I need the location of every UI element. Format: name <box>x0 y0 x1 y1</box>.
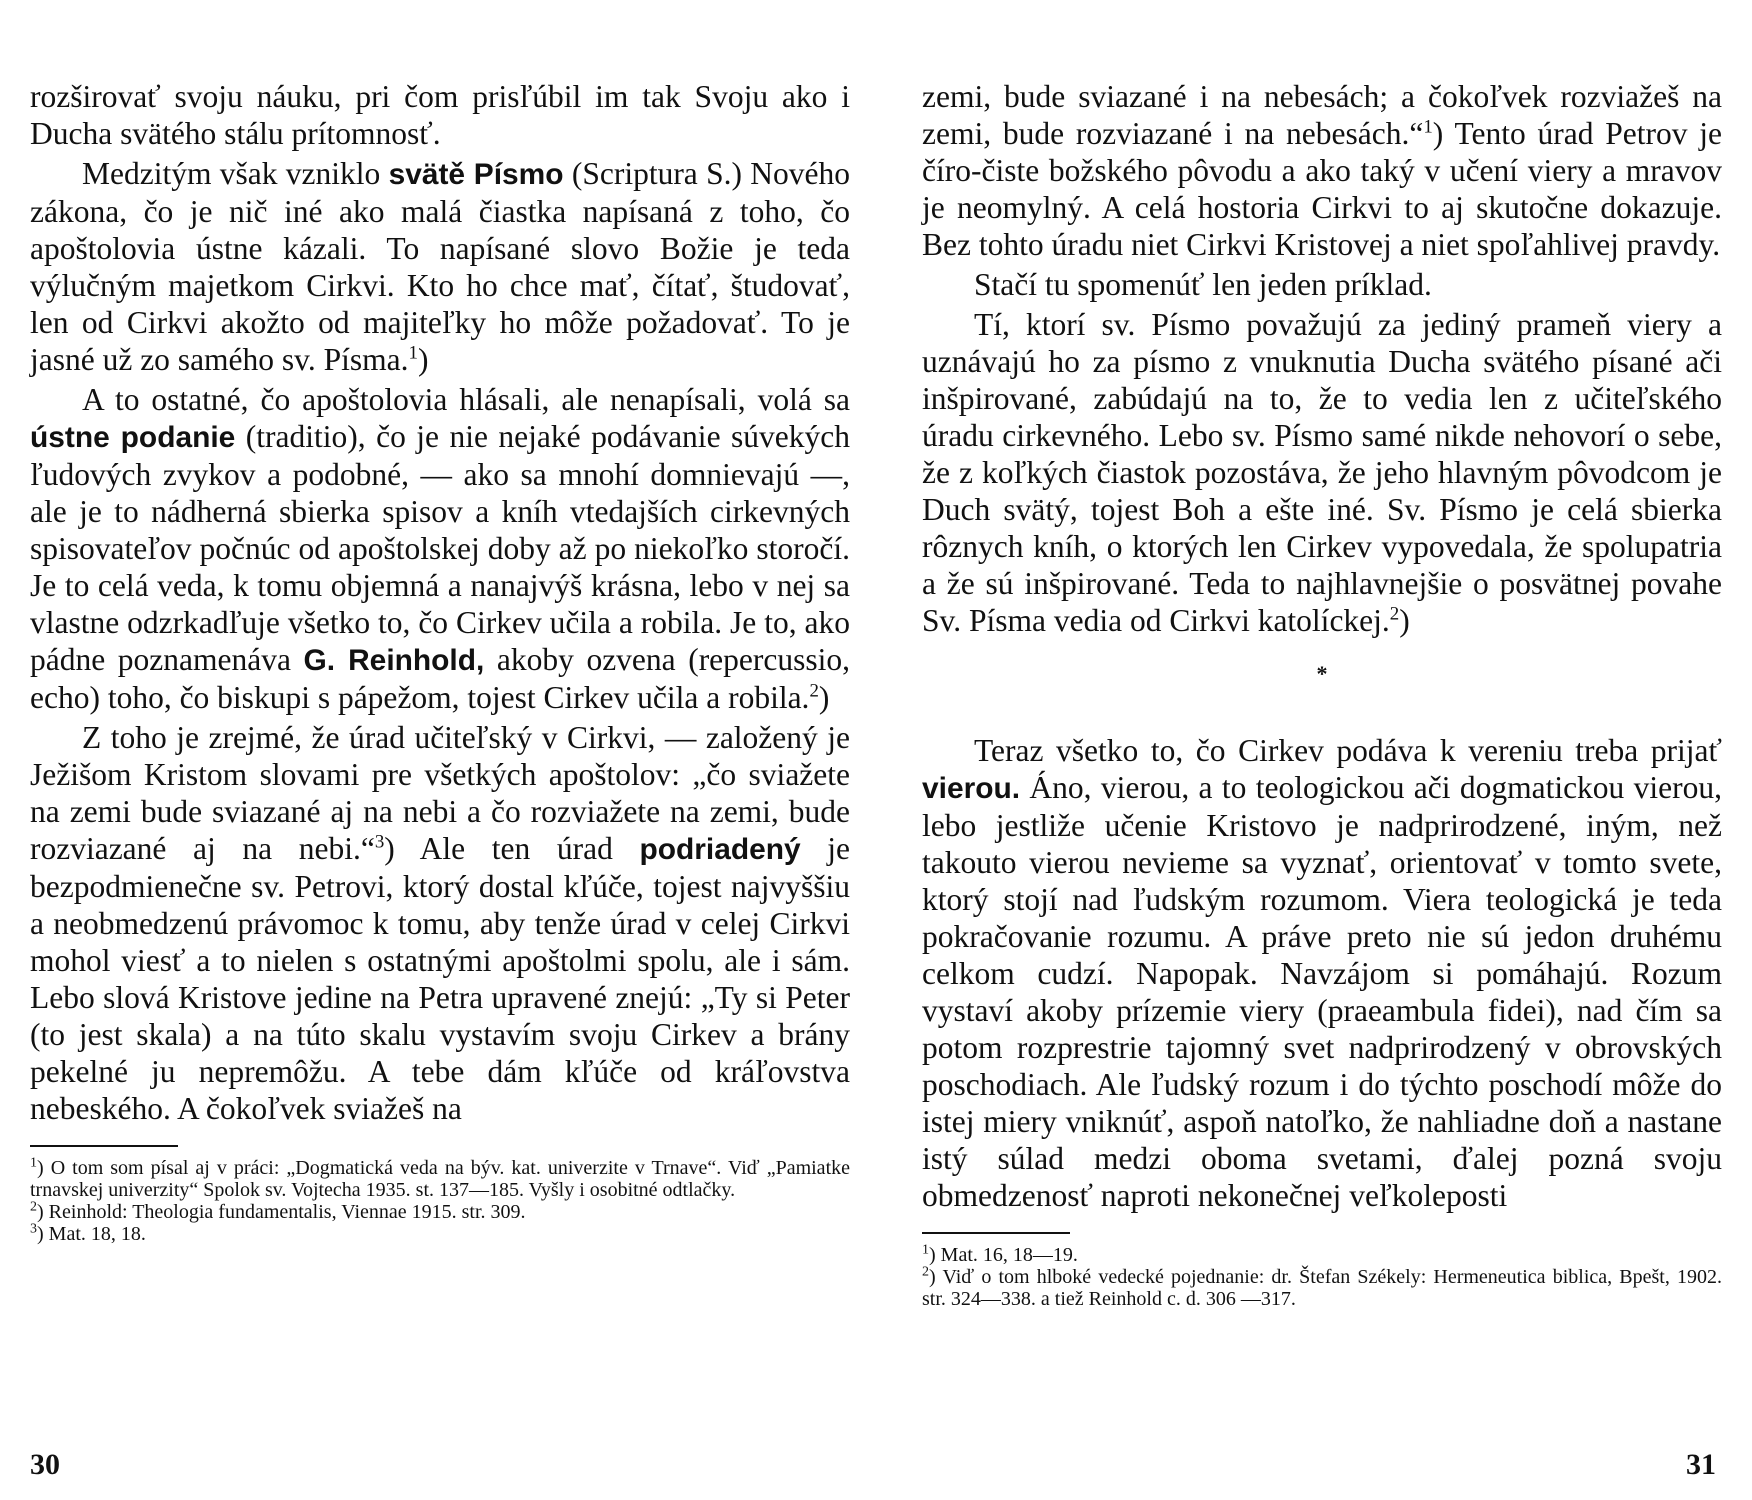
paragraph: Stačí tu spomenúť len jeden príklad. <box>974 267 1432 302</box>
paragraph: A to ostatné, čo apoštolovia hlásali, ale nenapísali, volá sa ústne podanie (traditio), čo je nie nejaké podávanie súvekých ľudových zvykov a podobné, — ako sa mnohí domnievajú —, ale je to nádherná sbierka spisov a kníh vtedajších cirkevných spisovateľov počnúc od apoštolskej doby až po niekoľko storočí. Je to celá veda, k tomu objemná a nanajvýš krásna, lebo v nej sa vlastne odzrkadľuje všetko to, čo Cirkev učila a robila. Je to, ako pádne poznamenáva G. Reinhold, akoby ozvena (repercussio, echo) toho, čo biskupi s pápežom, tojest Cirkev učila a robila.$^2$) <box>30 382 851 715</box>
emphasis: G. Reinhold, <box>303 644 485 677</box>
footnote: $^2$) Viď o tom hlboké vedecké pojednanie: dr. Štefan Székely: Hermeneutica biblica, Bpešt, 1902. str. 324—338. a tiež Reinhold c. d. 306 —317. <box>922 1264 1722 1310</box>
footnote-reference: 2 <box>1389 603 1400 625</box>
footnote-reference: 2 <box>809 680 819 702</box>
left-page <box>30 78 850 1245</box>
footnote-mark: 1 <box>922 1242 929 1258</box>
emphasis: ústne podanie <box>30 421 236 454</box>
footnote-text: Mat. 18, 18. <box>48 1223 146 1245</box>
right-footnotes <box>922 1244 1722 1310</box>
footnote: $^2$) Reinhold: Theologia fundamentalis, Viennae 1915. str. 309. <box>30 1199 526 1223</box>
footnote: $^3$) Mat. 18, 18. <box>30 1221 146 1245</box>
paragraph: Tí, ktorí sv. Písmo považujú za jediný prameň viery a uznávajú ho za písmo z vnuknutia Ducha svätého písané ači inšpirované, zabúdajú na to, že to vedia len z učiteľského úradu cirkevného. Lebo sv. Písmo samé nikde nehovorí o sebe, že z koľkých čiastok pozostáva, že jeho hlavným pôvodcom je Duch svätý, tojest Boh a ešte iné. Sv. Písmo je celá sbierka rôznych kníh, o ktorých len Cirkev vypovedala, že spolupatria a že sú inšpirované. Teda to najhlavnejšie o posvätnej povahe Sv. Písma vedia od Cirkvi katolíckej.$^2$) <box>922 307 1722 638</box>
footnote-divider <box>30 1145 178 1147</box>
footnote-mark: 3 <box>30 1221 37 1237</box>
paragraph: zemi, bude sviazané i na nebesách; a čokoľvek rozviažeš na zemi, bude rozviazané i na nebesách.“$^1$) Tento úrad Petrov je číro-čiste božského pôvodu a ako taký v učení viery a mravov je neomylný. A celá hostoria Cirkvi to aj skutočne dokazuje. Bez tohto úradu niet Cirkvi Kristovej a niet spoľahlivej pravdy. <box>922 79 1722 262</box>
footnote: $^1$) Mat. 16, 18—19. <box>922 1242 1078 1266</box>
page-number-right: 31 <box>1686 1448 1716 1481</box>
paragraph: Teraz všetko to, čo Cirkev podáva k vereniu treba prijať vierou. Áno, vierou, a to teologickou ači dogmatickou vierou, lebo jestliže učenie Kristovo je nadprirodzené, iným, než takouto vierou nevieme sa vyznať, orientovať v tomto svete, ktorý stojí nad ľudským rozumom. Viera teologická je teda pokračovanie rozumu. A práve preto nie sú jedon druhému celkom cudzí. Napopak. Navzájom si pomáhajú. Rozum vystaví akoby prízemie viery (praeambula fidei), nad čím sa potom rozprestrie tajomný svet nadprirodzený v obrovských poschodiach. Ale ľudský rozum i do týchto poschodí môže do istej miery vniknúť, aspoň natoľko, že nahliadne doň a nastane istý súlad medzi oboma svetami, ďalej pozná svoju obmedzenosť naproti nekonečnej veľkoleposti <box>922 733 1722 1213</box>
footnote-text: Mat. 16, 18—19. <box>940 1244 1078 1266</box>
right-body-text <box>922 78 1722 1214</box>
footnote-mark: 1 <box>30 1155 37 1171</box>
paragraph: Medzitým však vzniklo svätě Písmo (Scriptura S.) Nového zákona, čo je nič iné ako malá čiastka napísaná z toho, čo apoštolovia ústne kázali. To napísané slovo Božie je teda výlučným majetkom Cirkvi. Kto ho chce mať, čítať, študovať, len od Cirkvi akožto od majiteľky ho môže požadovať. To je jasné už zo samého sv. Písma.$^1$) <box>30 156 850 377</box>
emphasis: svätě Písmo <box>388 158 564 191</box>
footnote-text: O tom som písal aj v práci: „Dogmatická veda na býv. kat. univerzite v Trnave“. Viď „Pamiatke trnavskej univerzity“ Spolok sv. Vojtecha 1935. st. 137—185. Vyšly i osobitné odtlačky. <box>30 1157 850 1201</box>
left-body-text <box>30 78 850 1127</box>
footnote-reference: 1 <box>1423 116 1433 138</box>
footnote: $^1$) O tom som písal aj v práci: „Dogmatická veda na býv. kat. univerzite v Trnave“. Viď „Pamiatke trnavskej univerzity“ Spolok sv. Vojtecha 1935. st. 137—185. Vyšly i osobitné odtlačky. <box>30 1155 850 1201</box>
right-page <box>922 78 1722 1310</box>
footnote-reference: 3 <box>374 831 385 853</box>
footnote-mark: 2 <box>30 1199 37 1215</box>
footnote-text: Reinhold: Theologia fundamentalis, Viennae 1915. str. 309. <box>48 1201 526 1223</box>
emphasis: vierou. <box>922 772 1021 805</box>
footnote-text: Viď o tom hlboké vedecké pojednanie: dr. Štefan Székely: Hermeneutica biblica, Bpešt, 1902. str. 324—338. a tiež Reinhold c. d. 306 —317. <box>922 1266 1722 1310</box>
footnote-divider <box>922 1232 1070 1234</box>
paragraph: rozširovať svoju náuku, pri čom prisľúbil im tak Svoju ako i Ducha svätého stálu prítomnosť. <box>30 79 850 151</box>
section-separator: * <box>1316 661 1328 686</box>
page-number-left: 30 <box>30 1448 60 1481</box>
left-footnotes <box>30 1157 850 1245</box>
footnote-reference: 1 <box>408 342 418 364</box>
emphasis: podriadený <box>639 833 801 866</box>
paragraph: Z toho je zrejmé, že úrad učiteľský v Cirkvi, — založený je Ježišom Kristom slovami pre všetkých apoštolov: „čo sviažete na zemi bude sviazané aj na nebi a čo rozviažete na zemi, bude rozviazané aj na nebi.“$^3$) Ale ten úrad podriadený je bezpodmienečne sv. Petrovi, ktorý dostal kľúče, tojest najvyššiu a neobmedzenú právomoc k tomu, aby tenže úrad v celej Cirkvi mohol viesť a to nielen s ostatnými apoštolmi spolu, ale i sám. Lebo slová Kristove jedine na Petra upravené znejú: „Ty si Peter (to jest skala) a na túto skalu vystavím svoju Cirkev a brány pekelné ju nepremôžu. A tebe dám kľúče od kráľovstva nebeského. A čokoľvek sviažeš na <box>30 720 851 1126</box>
footnote-mark: 2 <box>922 1264 929 1280</box>
